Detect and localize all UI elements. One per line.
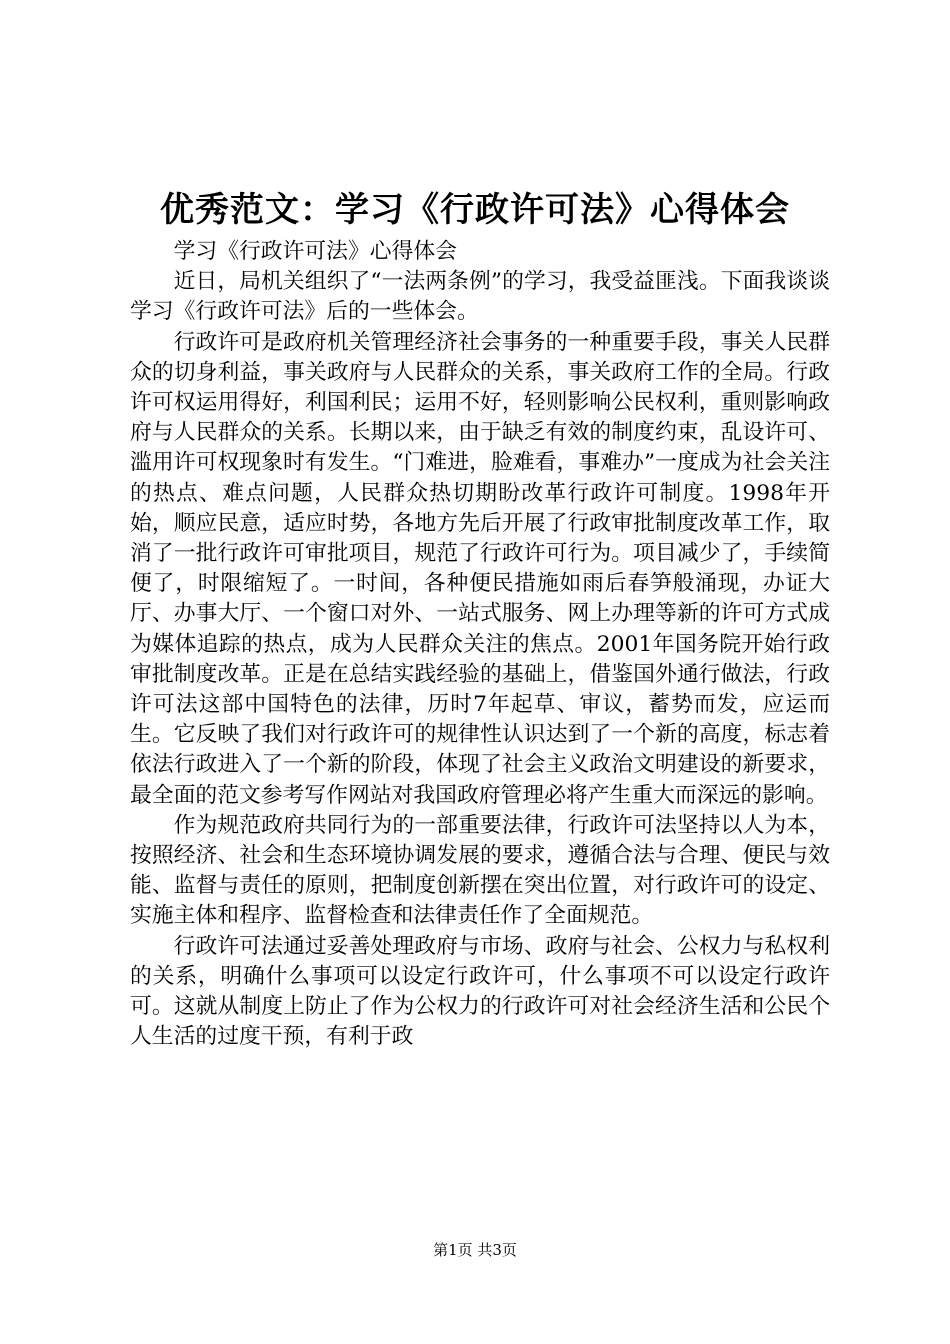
paragraph-3: 作为规范政府共同行为的一部重要法律，行政许可法坚持以人为本，按照经济、社会和生态环境协调发展的要求，遵循合法与合理、便民与效能、监督与责任的原则，把制度创新摆在突出位置，对行政许可的设定、实施主体和程序、监督检查和法律责任作了全面规范。 <box>130 812 830 929</box>
paragraph-1: 近日，局机关组织了“一法两条例”的学习，我受益匪浅。下面我谈谈学习《行政许可法》后的一些体会。 <box>130 269 830 325</box>
paragraph-4: 行政许可法通过妥善处理政府与市场、政府与社会、公权力与私权利的关系，明确什么事项可以设定行政许可，什么事项不可以设定行政许可。这就从制度上防止了作为公权力的行政许可对社会经济生活和公民个人生活的过度干预，有利于政 <box>130 933 830 1050</box>
document-body <box>130 237 830 1052</box>
page-footer <box>0 1240 950 1260</box>
paragraph-2: 行政许可是政府机关管理经济社会事务的一种重要手段，事关人民群众的切身利益，事关政府与人民群众的关系，事关政府工作的全局。行政许可权运用得好，利国利民；运用不好，轻则影响公民权利，重则影响政府与人民群众的关系。长期以来，由于缺乏有效的制度约束，乱设许可、滥用许可权现象时有发生。“门难进，脸难看，事难办”一度成为社会关注的热点、难点问题，人民群众热切期盼改革行政许可制度。1998年开始，顺应民意，适应时势，各地方先后开展了行政审批制度改革工作，取消了一批行政许可审批项目，规范了行政许可行为。项目减少了，手续简便了，时限缩短了。一时间，各种便民措施如雨后春笋般涌现，办证大厅、办事大厅、一个窗口对外、一站式服务、网上办理等新的许可方式成为媒体追踪的热点，成为人民群众关注的焦点。2001年国务院开始行政审批制度改革。正是在总结实践经验的基础上，借鉴国外通行做法，行政许可法这部中国特色的法律，历时7年起草、审议，蓄势而发，应运而生。它反映了我们对行政许可的规律性认识达到了一个新的高度，标志着依法行政进入了一个新的阶段，体现了社会主义政治文明建设的新要求，最全面的范文参考写作网站对我国政府管理必将产生重大而深远的影响。 <box>130 329 830 808</box>
document-subtitle: 学习《行政许可法》心得体会 <box>173 239 457 264</box>
document-title: 优秀范文：学习《行政许可法》心得体会 <box>160 190 790 230</box>
page-indicator: 第1页 共3页 <box>433 1241 517 1259</box>
